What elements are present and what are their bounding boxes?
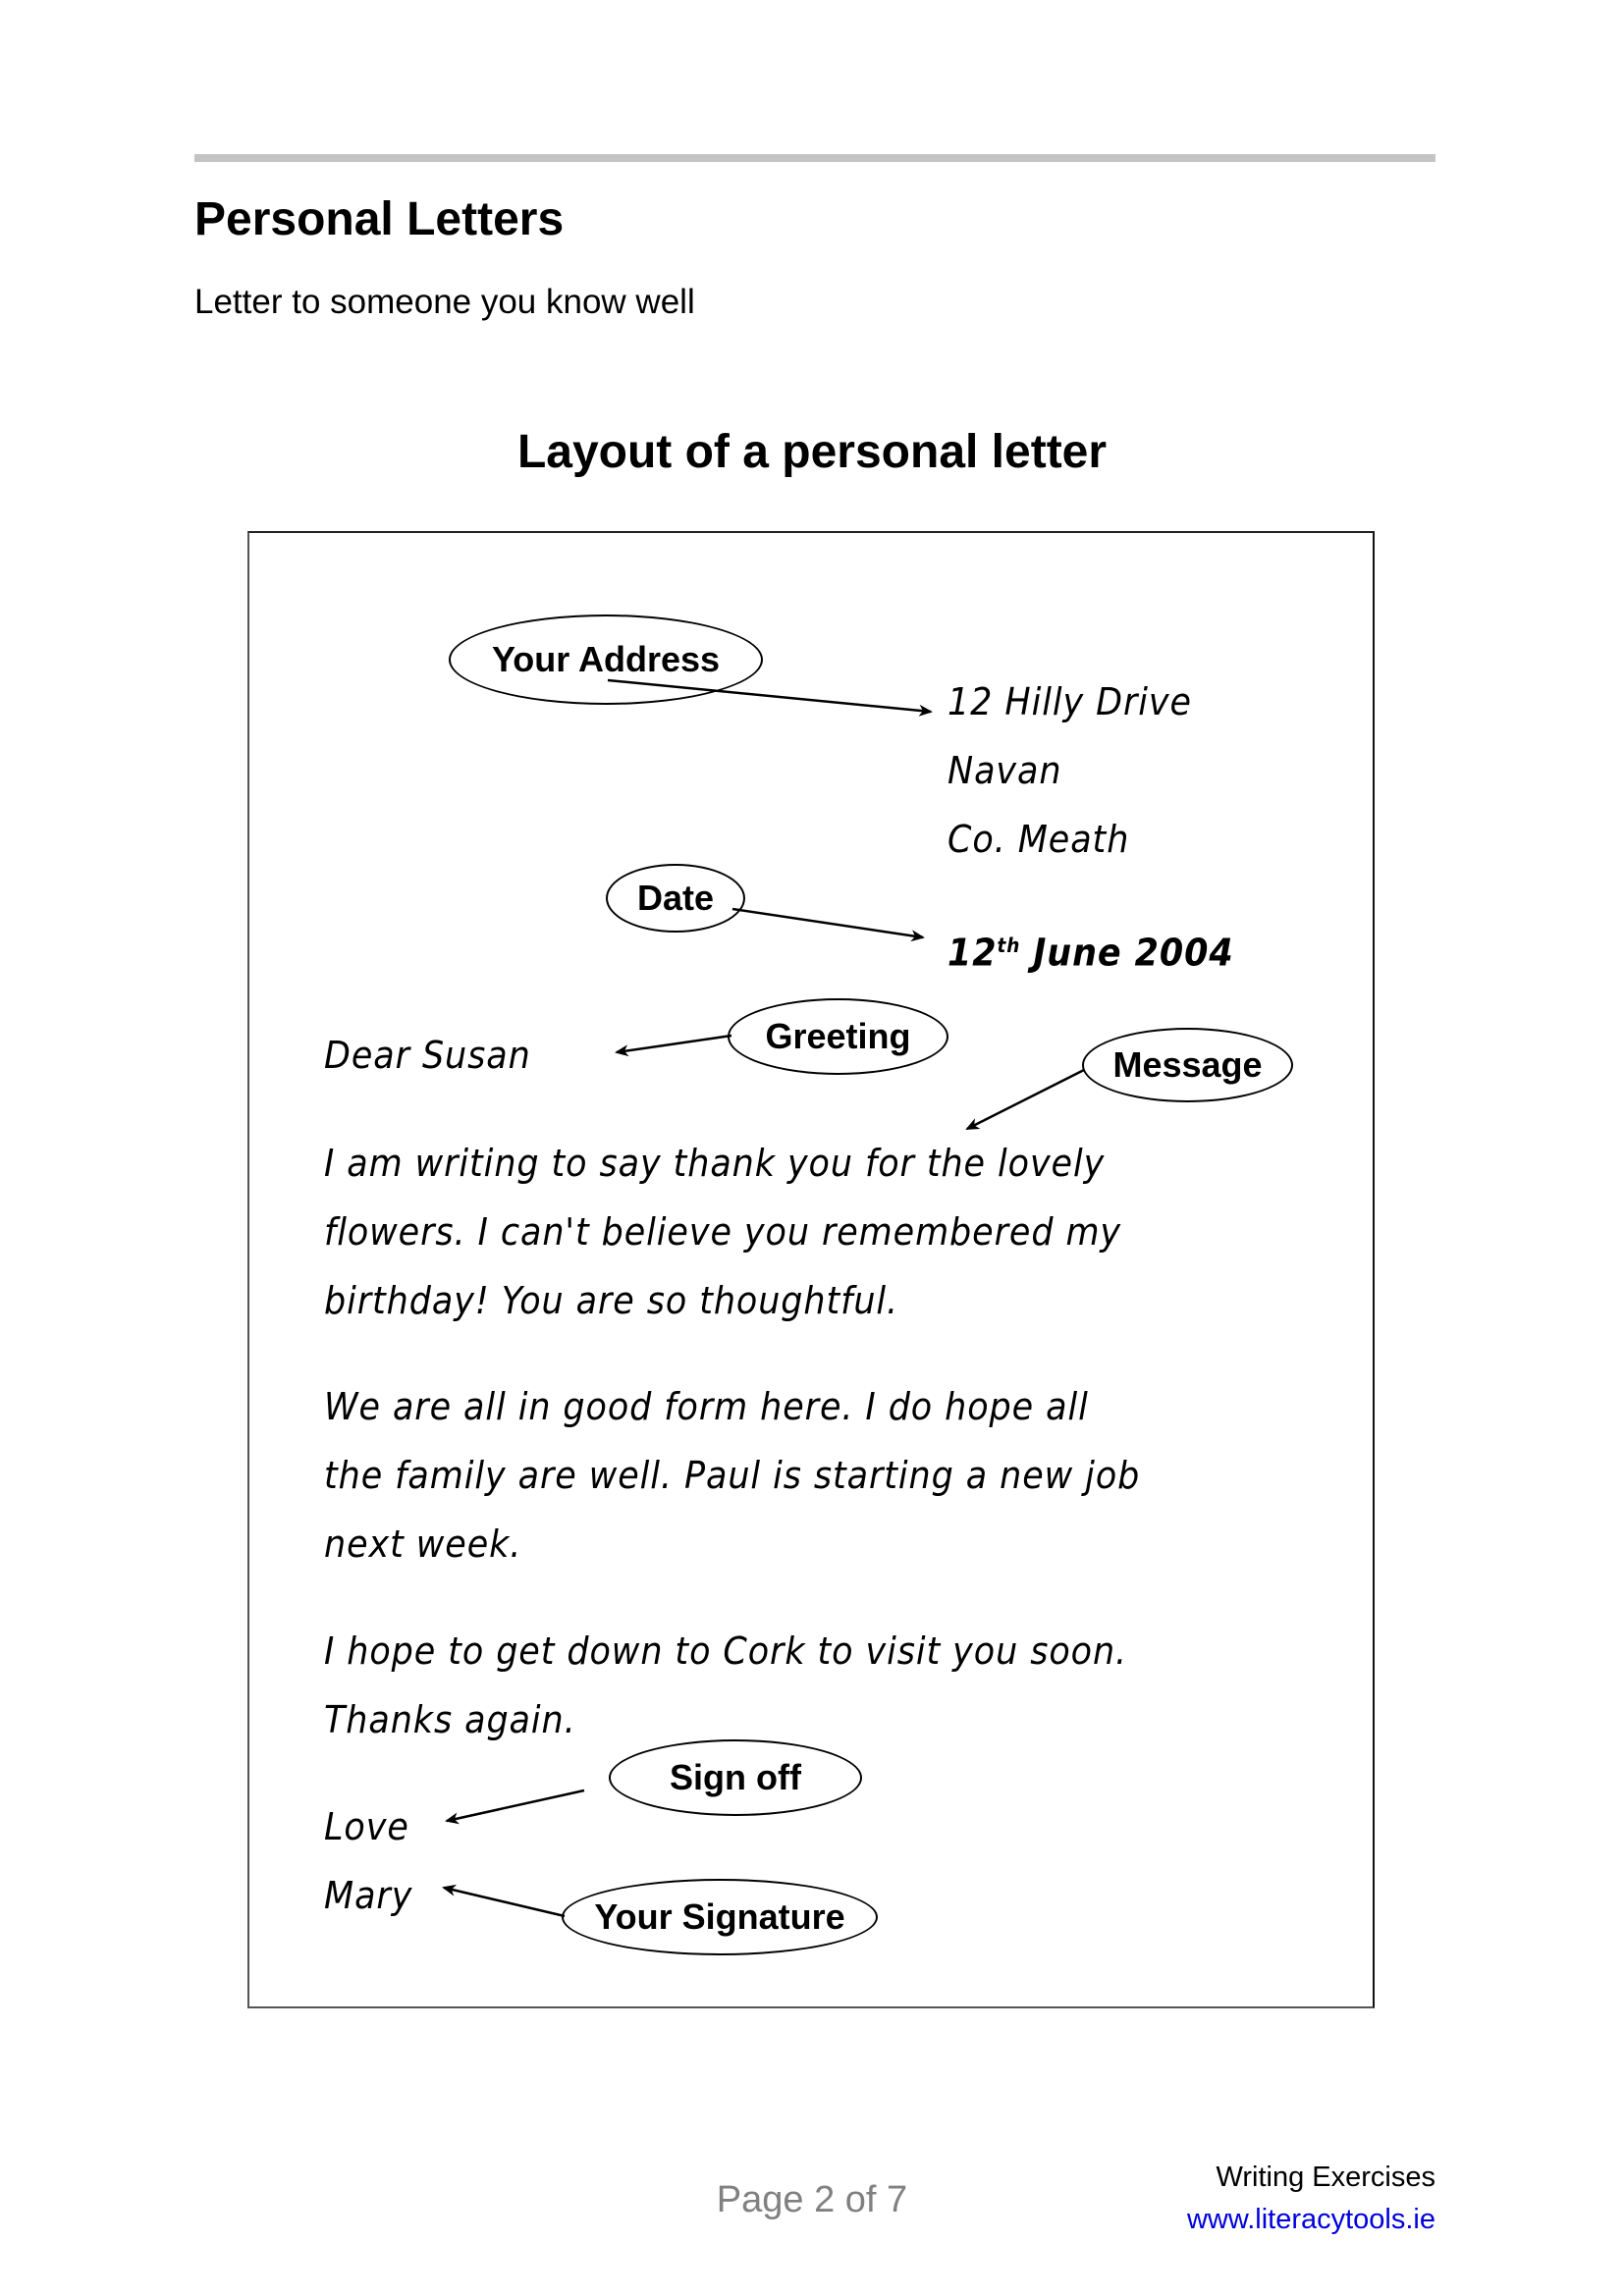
message-p2-line-3: next week. <box>324 1522 522 1566</box>
footer-website-link[interactable]: www.literacytools.ie <box>1186 2204 1435 2235</box>
label-message: Message <box>1082 1028 1293 1102</box>
address-line-1: 12 Hilly Drive <box>947 680 1192 723</box>
label-date: Date <box>606 864 745 933</box>
message-p1-line-2: flowers. I can't believe you remembered my <box>324 1210 1122 1254</box>
page-number: Page 2 of 7 <box>716 2179 908 2220</box>
label-your-address: Your Address <box>449 614 763 705</box>
message-p2-line-2: the family are well. Paul is starting a new job <box>324 1454 1141 1497</box>
letter-greeting: Dear Susan <box>324 1034 531 1077</box>
label-sign-off: Sign off <box>609 1739 862 1816</box>
footer-series-title: Writing Exercises <box>1216 2162 1435 2193</box>
date-day: 12 <box>947 931 998 975</box>
address-line-2: Navan <box>947 749 1062 792</box>
message-p3-line-1: I hope to get down to Cork to visit you soon. <box>324 1629 1128 1673</box>
label-greeting: Greeting <box>728 998 948 1075</box>
date-rest: June 2004 <box>1033 931 1234 975</box>
message-p3-line-2: Thanks again. <box>324 1698 576 1741</box>
page-subtitle: Letter to someone you know well <box>194 283 695 321</box>
message-p1-line-3: birthday! You are so thoughtful. <box>324 1279 899 1322</box>
section-title: Layout of a personal letter <box>516 426 1108 478</box>
message-p1-line-1: I am writing to say thank you for the lovely <box>324 1142 1106 1185</box>
label-your-signature: Your Signature <box>562 1879 878 1955</box>
letter-date <box>947 911 1234 988</box>
letter-signature: Mary <box>324 1874 413 1917</box>
page-title: Personal Letters <box>194 193 565 245</box>
date-suffix: th <box>997 934 1021 957</box>
letter-sign-off: Love <box>324 1805 409 1848</box>
header-rule <box>194 154 1435 162</box>
address-line-3: Co. Meath <box>947 818 1130 861</box>
message-p2-line-1: We are all in good form here. I do hope all <box>324 1385 1089 1428</box>
